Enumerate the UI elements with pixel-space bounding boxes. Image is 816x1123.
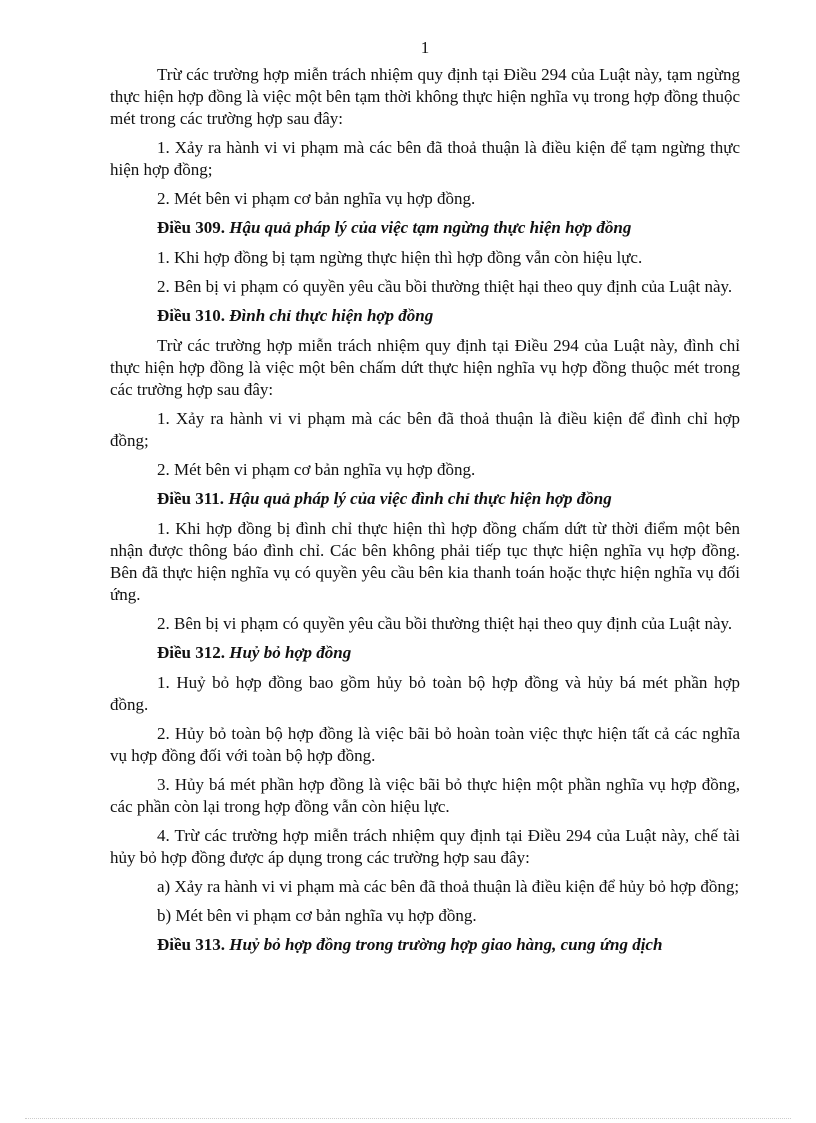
article-heading	[110, 488, 740, 510]
article-number: Điều 311.	[157, 489, 225, 508]
paragraph: 1. Xảy ra hành vi vi phạm mà các bên đã thoả thuận là điều kiện để tạm ngừng thực hiện hợp đồng;	[110, 138, 740, 179]
paragraph: 1. Huỷ bỏ hợp đồng bao gồm hủy bỏ toàn bộ hợp đồng và hủy bá mét phần hợp đồng.	[110, 673, 740, 714]
paragraph: 1. Khi hợp đồng bị đình chỉ thực hiện thì hợp đồng chấm dứt từ thời điểm một bên nhận được thông báo đình chỉ. Các bên không phải tiếp tục thực hiện nghĩa vụ hợp đồng. Bên đã thực hiện nghĩa vụ có quyền yêu cầu bên kia thanh toán hoặc thực hiện nghĩa vụ đối ứng.	[110, 519, 740, 604]
paragraph: Trừ các trường hợp miễn trách nhiệm quy định tại Điều 294 của Luật này, tạm ngừng thực hiện hợp đồng là việc một bên tạm thời không thực hiện nghĩa vụ trong hợp đồng thuộc mét trong các trường hợp sau đây:	[110, 65, 740, 128]
article-heading	[110, 642, 740, 664]
paragraph: 2. Bên bị vi phạm có quyền yêu cầu bồi thường thiệt hại theo quy định của Luật này.	[157, 614, 733, 633]
article-title: Hậu quả pháp lý của việc đình chỉ thực hiện hợp đồng	[228, 489, 612, 508]
article-title: Hậu quả pháp lý của việc tạm ngừng thực hiện hợp đồng	[229, 218, 632, 237]
page-number: 1	[420, 38, 430, 57]
article-number: Điều 309.	[157, 218, 225, 237]
article-number: Điều 310.	[157, 306, 225, 325]
page-bottom-divider	[25, 1118, 791, 1119]
article-number: Điều 312.	[157, 643, 225, 662]
paragraph: 1. Khi hợp đồng bị tạm ngừng thực hiện thì hợp đồng vẫn còn hiệu lực.	[157, 248, 643, 267]
paragraph: 2. Mét bên vi phạm cơ bản nghĩa vụ hợp đồng.	[157, 189, 476, 208]
article-number: Điều 313.	[157, 935, 225, 954]
document-page	[110, 38, 740, 964]
paragraph: 3. Hủy bá mét phần hợp đồng là việc bãi bỏ thực hiện một phần nghĩa vụ hợp đồng, các phần còn lại trong hợp đồng vẫn còn hiệu lực.	[110, 775, 740, 816]
article-heading	[110, 934, 740, 956]
article-title: Huỷ bỏ hợp đồng trong trường hợp giao hàng, cung ứng dịch	[229, 935, 663, 954]
paragraph: 2. Bên bị vi phạm có quyền yêu cầu bồi thường thiệt hại theo quy định của Luật này.	[157, 277, 733, 296]
article-title: Đình chỉ thực hiện hợp đồng	[229, 306, 434, 325]
article-heading	[110, 305, 740, 327]
article-title: Huỷ bỏ hợp đồng	[229, 643, 352, 662]
paragraph: 2. Mét bên vi phạm cơ bản nghĩa vụ hợp đồng.	[157, 460, 476, 479]
article-heading	[110, 217, 740, 239]
paragraph: Trừ các trường hợp miễn trách nhiệm quy định tại Điều 294 của Luật này, đình chỉ thực hiện hợp đồng là việc một bên chấm dứt thực hiện nghĩa vụ hợp đồng thuộc mét trong các trường hợp sau đây:	[110, 336, 740, 399]
paragraph: 4. Trừ các trường hợp miễn trách nhiệm quy định tại Điều 294 của Luật này, chế tài hủy bỏ hợp đồng được áp dụng trong các trường hợp sau đây:	[110, 826, 740, 867]
paragraph: 1. Xảy ra hành vi vi phạm mà các bên đã thoả thuận là điều kiện để đình chỉ hợp đồng;	[110, 409, 740, 450]
paragraph: a) Xảy ra hành vi vi phạm mà các bên đã thoả thuận là điều kiện để hủy bỏ hợp đồng;	[157, 877, 740, 896]
paragraph: b) Mét bên vi phạm cơ bản nghĩa vụ hợp đồng.	[157, 906, 477, 925]
paragraph: 2. Hủy bỏ toàn bộ hợp đồng là việc bãi bỏ hoàn toàn việc thực hiện tất cả các nghĩa vụ hợp đồng đối với toàn bộ hợp đồng.	[110, 724, 740, 765]
